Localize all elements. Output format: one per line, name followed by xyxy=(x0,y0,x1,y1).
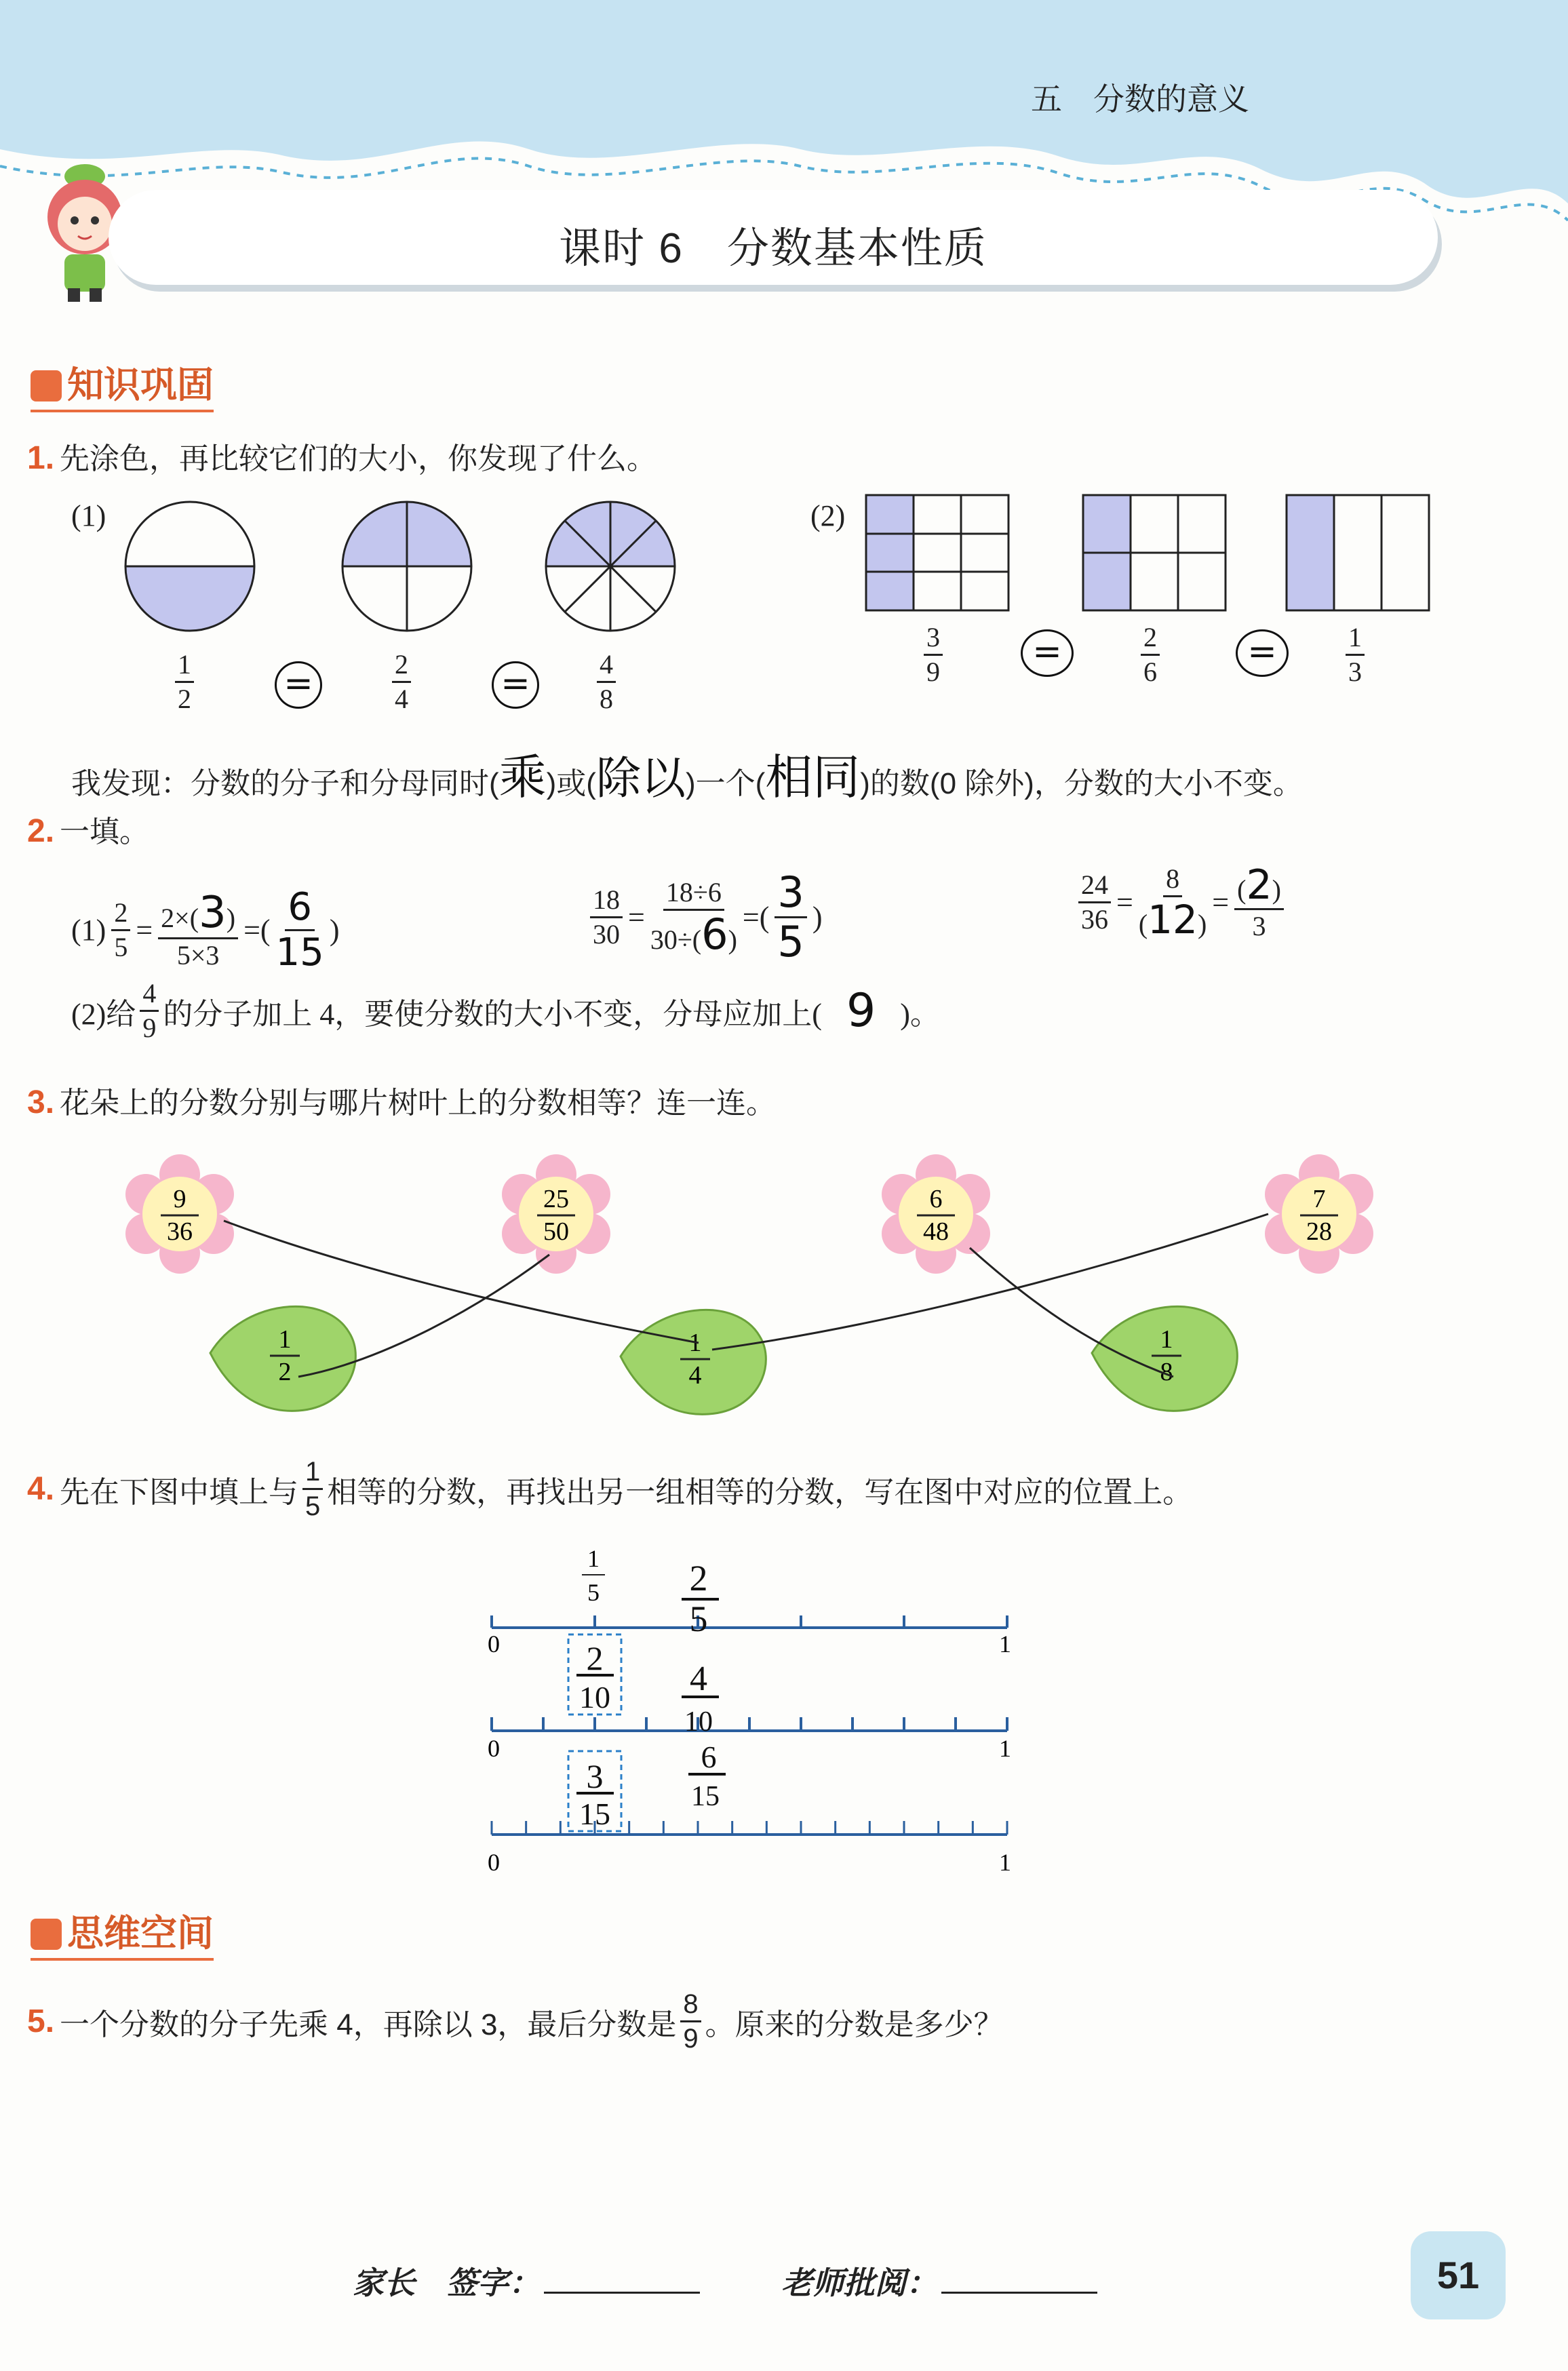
question-2 xyxy=(27,807,149,850)
svg-text:6: 6 xyxy=(701,1740,717,1774)
question-number: 1. xyxy=(27,440,55,476)
question-1 xyxy=(27,434,656,477)
leaf-3 xyxy=(1092,1306,1237,1411)
q1-finding: 我发现：分数的分子和分母同时(乘)或(除以)一个(相同)的数(0 除外)，分数的大小不变。 xyxy=(71,749,1303,805)
teacher-review-label: 老师批阅： xyxy=(781,2265,937,2301)
q1-p2-frac-3: $\frac{1}{3}$ xyxy=(1346,624,1365,686)
flower-4 xyxy=(1265,1154,1373,1274)
section-thinking xyxy=(31,1904,214,1957)
parent-signature-label: 家长 签字： xyxy=(353,2265,540,2301)
question-text: 先在下图中填上与 xyxy=(60,1475,299,1509)
number-lines-diagram xyxy=(475,1540,1031,1892)
question-text: 先涂色，再比较它们的大小，你发现了什么。 xyxy=(60,442,657,475)
number-line-fifteenths xyxy=(488,1821,1011,1876)
q1-p1-frac-1: $\frac{1}{2}$ xyxy=(175,651,194,713)
q2-eq2: $\frac{18}{30}$ = $\frac{18\div 6}{30\div(6)}$ =( $\frac{3}{5}$ ) xyxy=(590,871,822,963)
question-text: 一个分数的分子先乘 4，再除以 3，最后分数是 xyxy=(60,2007,677,2041)
q1-answer-1: 乘 xyxy=(498,749,547,805)
matching-diagram xyxy=(115,1146,1404,1417)
number-line-tenths xyxy=(488,1717,1011,1762)
q2-answer-5: 9 xyxy=(846,984,876,1038)
signature-footer xyxy=(353,2258,1097,2303)
question-4: 4. 先在下图中填上与 $\frac{1}{5}$ 相等的分数，再找出另一组相等的分数，写在图中对应的位置上。 xyxy=(27,1457,1193,1521)
svg-text:48: 48 xyxy=(923,1217,949,1246)
question-number: 5. xyxy=(27,2003,55,2039)
svg-text:15: 15 xyxy=(691,1781,720,1812)
rectangles-diagram xyxy=(865,492,1441,614)
svg-text:1: 1 xyxy=(587,1545,600,1572)
q1-p1-sign-1: = xyxy=(275,661,322,709)
q2-eq3: $\frac{24}{36}$ = $\frac{8}{(12)}$ = $\frac{(2)}{3}$ xyxy=(1078,865,1284,940)
flower-1 xyxy=(125,1154,234,1274)
q2-answer-1: 3 xyxy=(199,888,227,938)
chapter-title: 五 分数的意义 xyxy=(1031,81,1249,117)
svg-text:5: 5 xyxy=(689,1599,708,1639)
svg-text:3: 3 xyxy=(586,1757,604,1795)
svg-text:1: 1 xyxy=(278,1325,292,1354)
q1-p2-sign-1: = xyxy=(1021,629,1074,677)
question-5: 5. 一个分数的分子先乘 4，再除以 3，最后分数是 $\frac{8}{9}$ 。原来的分数是多少？ xyxy=(27,1989,1004,2054)
lesson-banner xyxy=(109,190,1438,285)
q1-part1-label: (1) xyxy=(71,499,106,532)
svg-text:1: 1 xyxy=(688,1329,702,1357)
q1-p2-frac-1: $\frac{3}{9}$ xyxy=(924,624,943,686)
circle-eighths xyxy=(546,502,675,631)
q1-p1-frac-3: $\frac{4}{8}$ xyxy=(597,651,616,713)
svg-text:10: 10 xyxy=(579,1680,610,1714)
svg-text:4: 4 xyxy=(688,1361,702,1390)
leaf-2 xyxy=(621,1310,766,1414)
rect-sixths xyxy=(1083,495,1226,610)
svg-text:2: 2 xyxy=(278,1358,292,1386)
question-3 xyxy=(27,1078,776,1122)
svg-text:0: 0 xyxy=(488,1735,500,1762)
section-knowledge-label: 知识巩固 xyxy=(67,365,214,406)
rect-thirds xyxy=(1287,495,1429,610)
question-number: 2. xyxy=(27,813,55,849)
section-knowledge xyxy=(31,356,214,408)
svg-text:6: 6 xyxy=(929,1185,943,1213)
svg-text:7: 7 xyxy=(1312,1185,1326,1213)
svg-text:9: 9 xyxy=(173,1185,187,1213)
teacher-review-line[interactable] xyxy=(941,2292,1097,2294)
svg-text:36: 36 xyxy=(167,1217,193,1246)
lightbulb-icon xyxy=(31,1919,62,1950)
svg-text:1: 1 xyxy=(999,1735,1011,1762)
svg-text:1: 1 xyxy=(999,1630,1011,1658)
svg-text:2: 2 xyxy=(586,1639,604,1677)
number-line-fifths xyxy=(488,1615,1011,1658)
section-thinking-label: 思维空间 xyxy=(67,1913,214,1954)
circle-quarters xyxy=(342,502,471,631)
svg-text:15: 15 xyxy=(579,1797,610,1831)
rect-ninths xyxy=(866,495,1008,610)
svg-text:5: 5 xyxy=(587,1579,600,1606)
q2-part2: (2)给 $\frac{4}{9}$ 的分子加上 4，要使分数的大小不变，分母应加上( 9 )。 xyxy=(71,978,940,1043)
svg-text:25: 25 xyxy=(543,1185,569,1213)
svg-text:0: 0 xyxy=(488,1849,500,1876)
star-icon xyxy=(31,370,62,401)
q1-p1-frac-2: $\frac{2}{4}$ xyxy=(392,651,411,713)
page-number: 51 xyxy=(1411,2231,1506,2319)
q1-answer-3: 相同 xyxy=(765,749,861,805)
svg-text:50: 50 xyxy=(543,1217,569,1246)
lesson-title: 课时 6 分数基本性质 xyxy=(559,225,987,272)
q1-part2-label: (2) xyxy=(810,499,846,532)
question-number: 4. xyxy=(27,1471,55,1507)
circles-diagram xyxy=(122,495,692,644)
q1-p2-frac-2: $\frac{2}{6}$ xyxy=(1141,624,1160,686)
q1-answer-2: 除以 xyxy=(595,752,686,804)
q2-eq1: (1) $\frac{2}{5}$ = $\frac{2\times(3)}{5\times 3}$ =( $\frac{6}{15}$ ) xyxy=(71,885,340,975)
flower-3 xyxy=(882,1154,990,1274)
q1-p2-sign-2: = xyxy=(1236,629,1289,677)
svg-text:10: 10 xyxy=(684,1706,713,1738)
leaf-1 xyxy=(210,1306,355,1411)
question-text: 花朵上的分数分别与哪片树叶上的分数相等？连一连。 xyxy=(60,1086,777,1120)
svg-text:28: 28 xyxy=(1306,1217,1332,1246)
circle-halves xyxy=(125,502,254,631)
svg-text:1: 1 xyxy=(999,1849,1011,1876)
svg-text:4: 4 xyxy=(690,1660,707,1698)
question-text: 一填。 xyxy=(60,815,150,848)
parent-signature-line[interactable] xyxy=(544,2292,700,2294)
q2-answer-4: 2 xyxy=(1246,861,1272,909)
svg-text:2: 2 xyxy=(689,1558,708,1599)
q2-answer-3: 12 xyxy=(1148,897,1198,943)
svg-text:1: 1 xyxy=(1160,1325,1173,1354)
q2-answer-2: 6 xyxy=(701,909,728,959)
flower-2 xyxy=(502,1154,610,1274)
question-number: 3. xyxy=(27,1084,55,1120)
svg-text:0: 0 xyxy=(488,1630,500,1658)
svg-text:8: 8 xyxy=(1160,1358,1173,1386)
q1-p1-sign-2: = xyxy=(492,661,539,709)
